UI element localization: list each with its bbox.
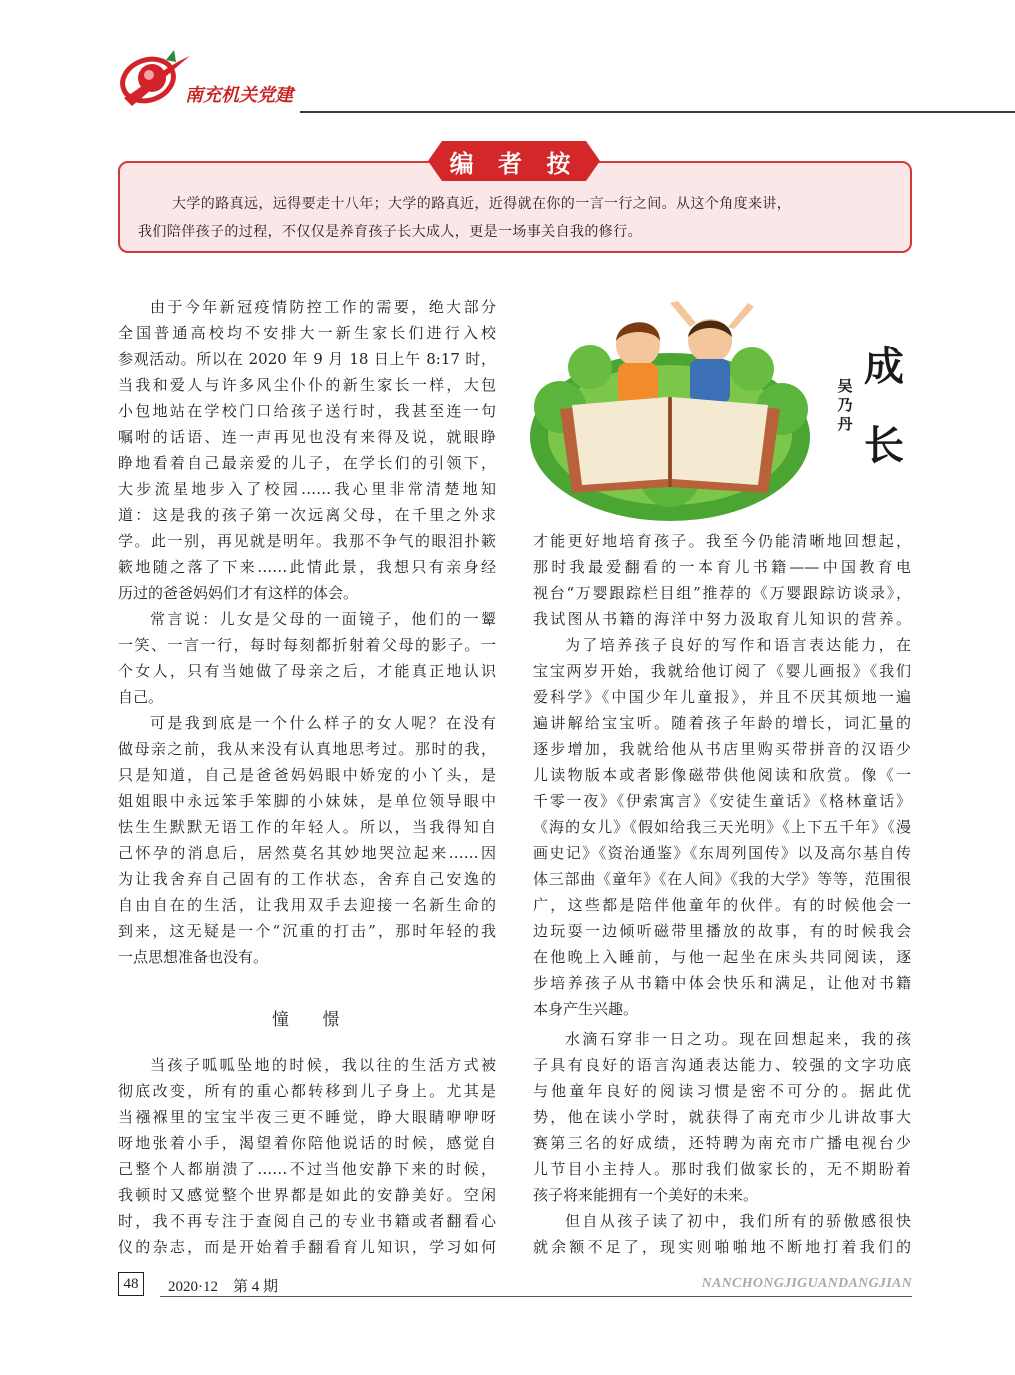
body-line: 本身产生兴趣。 — [533, 1000, 639, 1018]
body-line: 子具有良好的语言沟通表达能力、较强的文字功底 — [533, 1056, 911, 1074]
body-line: 为了培养孩子良好的写作和语言表达能力，在 — [565, 636, 911, 654]
body-line: 可是我到底是一个什么样子的女人呢？在没有 — [150, 714, 496, 732]
body-line: 就余额不足了，现实则啪啪地不断地打着我们的 — [533, 1238, 911, 1256]
body-line: 历过的爸爸妈妈们才有这样的体会。 — [118, 584, 359, 602]
body-line: 逐步增加，我就给他从书店里购买带拼音的汉语少 — [533, 740, 911, 758]
body-line: 全国普通高校均不安排大一新生家长们进行入校 — [118, 324, 496, 342]
body-line: 当襁褓里的宝宝半夜三更不睡觉，睁大眼睛咿咿呀 — [118, 1108, 496, 1126]
body-line: 姐姐眼中永远笨手笨脚的小妹妹，是单位领导眼中 — [118, 792, 496, 810]
article-title-char: 长 — [864, 422, 904, 469]
body-line: 赛第三名的好成绩，还特聘为南充市广播电视台少 — [533, 1134, 911, 1152]
body-line: 当我和爱人与许多风尘仆仆的新生家长一样，大包 — [118, 376, 496, 394]
publication-name: NANCHONGJIGUANDANGJIAN — [701, 1276, 912, 1291]
body-line: 道：这是我的孩子第一次远离父母，在千里之外求 — [118, 506, 496, 524]
section-heading: 憧 憬 — [272, 1010, 354, 1030]
body-line: 爱科学》《中国少年儿童报》，并且不厌其烦地一遍 — [533, 688, 911, 706]
body-line: 那时我最爱翻看的一本育儿书籍——中国教育电 — [533, 558, 911, 576]
children-reading-book-illustration — [520, 297, 820, 527]
body-line: 势，他在读小学时，就获得了南充市少儿讲故事大 — [533, 1108, 911, 1126]
body-line: 己怀孕的消息后，居然莫名其妙地哭泣起来……因 — [118, 844, 496, 862]
article-title-char: 成 — [864, 343, 904, 390]
body-line: 在他晚上入睡前，与他一起坐在床头共同阅读，逐 — [533, 948, 911, 966]
body-line: 千零一夜》《伊索寓言》《安徒生童话》《格林童话》 — [533, 792, 911, 810]
body-line: 画史记》《资治通鉴》《东周列国传》以及高尔基自传 — [533, 844, 911, 862]
body-line: 一笑、一言一行，每时每刻都折射着父母的影子。一 — [118, 636, 496, 654]
body-line: 我试图从书籍的海洋中努力汲取育儿知识的营养。 — [533, 610, 911, 628]
body-line: 广，这些都是陪伴他童年的伙伴。有的时候他会一 — [533, 896, 911, 914]
editor-note-title-banner — [428, 141, 600, 181]
body-line: 怯生生默默无语工作的年轻人。所以，当我得知自 — [118, 818, 496, 836]
body-line: 学。此一别，再见就是明年。我那不争气的眼泪扑簌 — [118, 532, 496, 550]
body-line: 我顿时又感觉整个世界都是如此的安静美好。空闲 — [118, 1186, 496, 1204]
body-line: 与他童年良好的阅读习惯是密不可分的。据此优 — [533, 1082, 911, 1100]
logo-text: 南充机关党建 — [185, 85, 293, 106]
body-line: 但自从孩子读了初中，我们所有的骄傲感很快 — [565, 1212, 911, 1230]
page-number: 48 — [118, 1272, 144, 1296]
body-line: 自由自在的生活，让我用双手去迎接一名新生命的 — [118, 896, 496, 914]
body-line: 个女人，只有当她做了母亲之后，才能真正地认识 — [118, 662, 496, 680]
body-line: 视台“万婴跟踪栏目组”推荐的《万婴跟踪访谈录》， — [533, 584, 911, 602]
editor-note-line: 我们陪伴孩子的过程，不仅仅是养育孩子长大成人，更是一场事关自我的修行。 — [138, 224, 642, 240]
body-line: 参观活动。所以在 2020 年 9 月 18 日上午 8:17 时， — [118, 350, 496, 368]
body-line: 仪的杂志，而是开始着手翻看育儿知识，学习如何 — [118, 1238, 496, 1256]
body-line: 才能更好地培育孩子。我至今仍能清晰地回想起， — [533, 532, 911, 550]
body-line: 呀地张着小手，渴望着你陪他说话的时候，感觉自 — [118, 1134, 496, 1152]
body-line: 自己。 — [118, 688, 164, 706]
body-line: 步培养孩子从书籍中体会快乐和满足，让他对书籍 — [533, 974, 911, 992]
body-line: 《海的女儿》《假如给我三天光明》《上下五千年》《漫 — [533, 818, 911, 836]
body-line: 常言说：儿女是父母的一面镜子，他们的一颦 — [150, 610, 496, 628]
footer-rule — [160, 1296, 912, 1297]
body-line: 一点思想准备也没有。 — [118, 948, 269, 966]
editor-note-title: 编 者 按 — [449, 148, 579, 178]
body-line: 簌地随之落了下来……此情此景，我想只有亲身经 — [118, 558, 496, 576]
body-line: 睁地看着自己最亲爱的儿子，在学长们的引领下， — [118, 454, 496, 472]
body-line: 己整个人都崩溃了……不过当他安静下来的时候， — [118, 1160, 496, 1178]
body-line: 边玩耍一边倾听磁带里播放的故事，有的时候我会 — [533, 922, 911, 940]
body-line: 遍讲解给宝宝听。随着孩子年龄的增长，词汇量的 — [533, 714, 911, 732]
issue-info: 2020·12 第 4 期 — [168, 1279, 278, 1295]
body-line: 嘱咐的话语、连一声再见也没有来得及说，就眼睁 — [118, 428, 496, 446]
article-author: 吴乃丹 — [837, 377, 853, 433]
body-line: 到来，这无疑是一个“沉重的打击”，那时年轻的我 — [118, 922, 496, 940]
body-line: 孩子将来能拥有一个美好的未来。 — [533, 1186, 759, 1204]
body-line: 儿节目小主持人。那时我们做家长的，无不期盼着 — [533, 1160, 911, 1178]
body-line: 小包地站在学校门口给孩子送行时，我甚至连一句 — [118, 402, 496, 420]
body-line: 宝宝两岁开始，我就给他订阅了《婴儿画报》《我们 — [533, 662, 911, 680]
body-line: 做母亲之前，我从来没有认真地思考过。那时的我， — [118, 740, 496, 758]
body-line: 只是知道，自己是爸爸妈妈眼中娇宠的小丫头，是 — [118, 766, 496, 784]
body-line: 时，我不再专注于查阅自己的专业书籍或者翻看心 — [118, 1212, 496, 1230]
body-line: 儿读物版本或者影像磁带供他阅读和欣赏。像《一 — [533, 766, 911, 784]
header-rule — [300, 111, 1015, 113]
body-line: 当孩子呱呱坠地的时候，我以往的生活方式被 — [150, 1056, 496, 1074]
body-line: 大步流星地步入了校园……我心里非常清楚地知 — [118, 480, 496, 498]
body-line: 体三部曲《童年》《在人间》《我的大学》等等，范围很 — [533, 870, 911, 888]
body-line: 由于今年新冠疫情防控工作的需要，绝大部分 — [150, 298, 496, 316]
body-line: 彻底改变，所有的重心都转移到儿子身上。尤其是 — [118, 1082, 496, 1100]
body-line: 为让我舍弃自己固有的工作状态，舍弃自己安逸的 — [118, 870, 496, 888]
editor-note-line: 大学的路真远，远得要走十八年；大学的路真近，近得就在你的一言一行之间。从这个角度来讲， — [172, 196, 792, 212]
body-line: 水滴石穿非一日之功。现在回想起来，我的孩 — [565, 1030, 911, 1048]
